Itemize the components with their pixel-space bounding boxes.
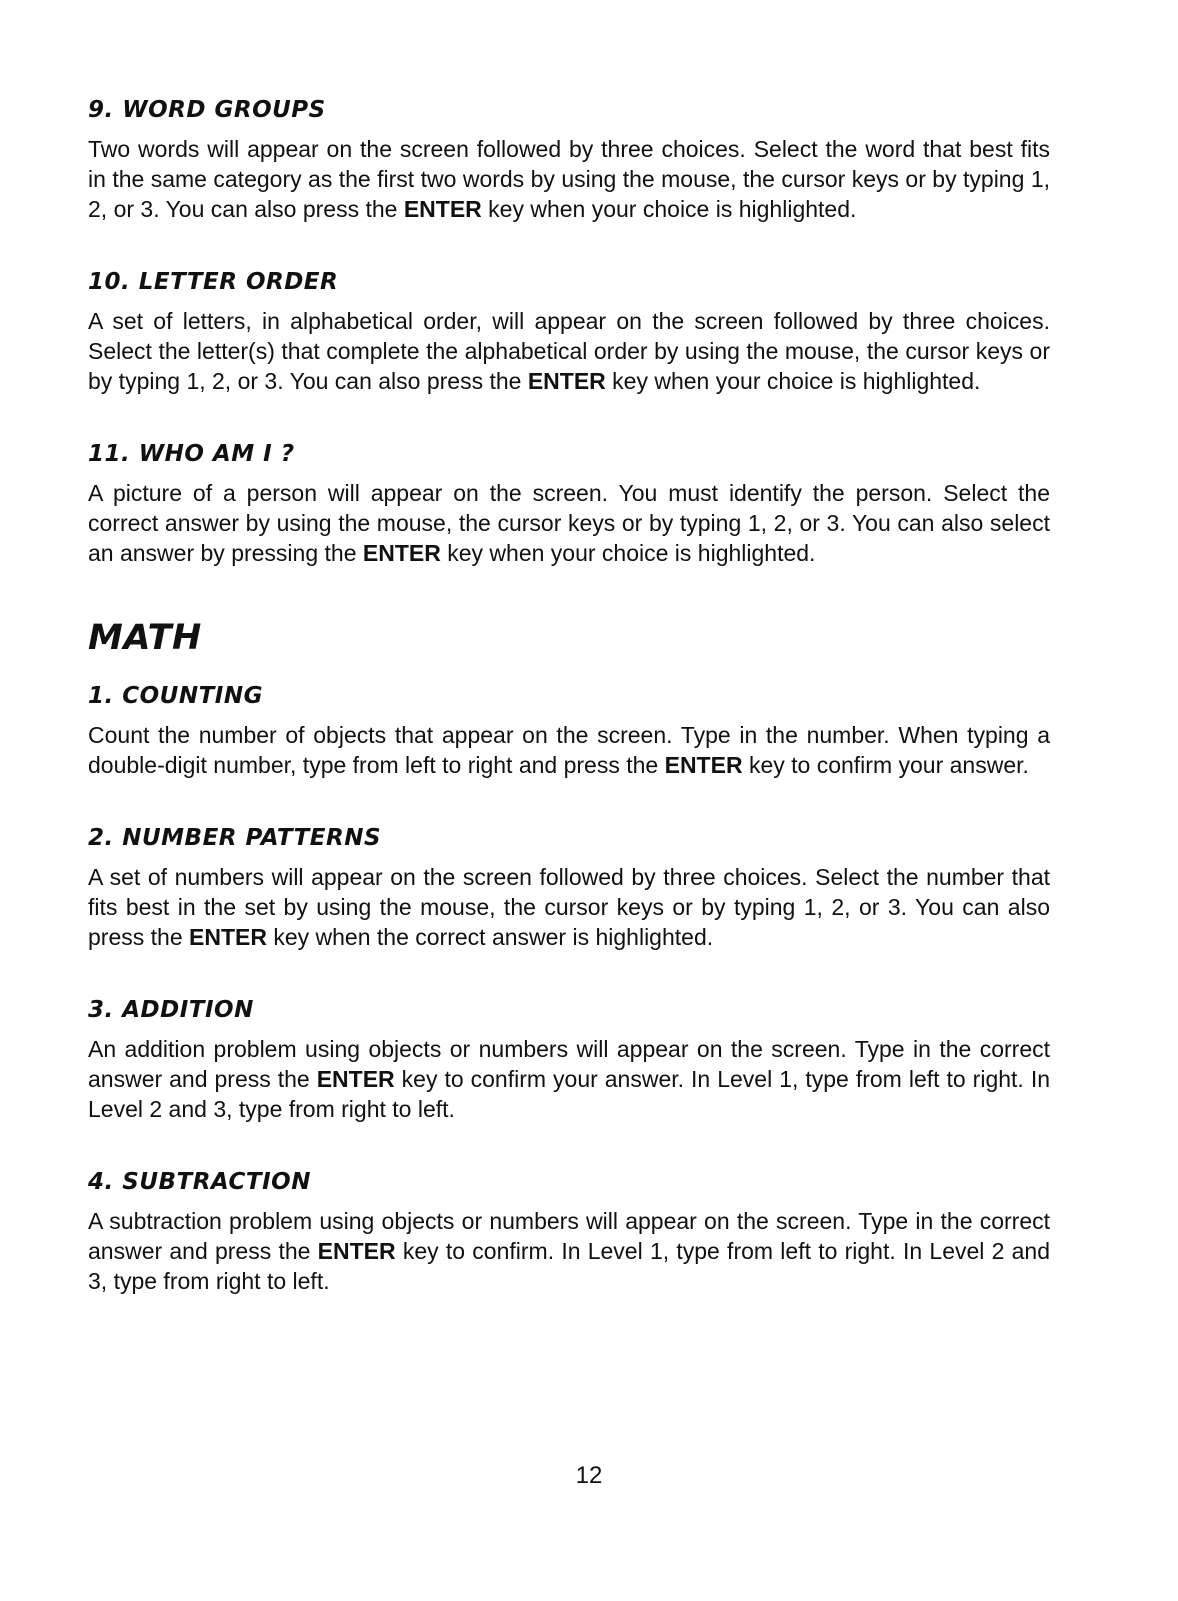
enter-key-label: ENTER bbox=[316, 1066, 395, 1092]
section-paragraph bbox=[88, 720, 1050, 780]
enter-key-label: ENTER bbox=[527, 368, 606, 394]
section-letter-order bbox=[88, 268, 1050, 396]
section-paragraph bbox=[88, 306, 1050, 396]
section-subtraction bbox=[88, 1168, 1050, 1296]
section-heading: 4. SUBTRACTION bbox=[88, 1169, 311, 1195]
paragraph-text: A set of letters, in alphabetical order, will appear on the screen followed by three choices. Select the letter(s) that complete the alphabetical order by using the mouse, the cursor keys or by typing 1, 2, or 3. You can also press the bbox=[88, 308, 1050, 394]
paragraph-text: A set of numbers will appear on the screen followed by three choices. Select the number that fits best in the set by using the mouse, the cursor keys or by typing 1, 2, or 3. You can also press the bbox=[88, 864, 1050, 950]
paragraph-text: key when your choice is highlighted. bbox=[440, 540, 816, 566]
section-heading: 3. ADDITION bbox=[88, 997, 254, 1023]
paragraph-text: key to confirm. In Level 1, type from left to right. In Level 2 and 3, type from right to left. bbox=[88, 1238, 1051, 1294]
section-who-am-i bbox=[88, 440, 1050, 568]
section-heading: 11. WHO AM I ? bbox=[88, 441, 295, 467]
paragraph-text: A subtraction problem using objects or numbers will appear on the screen. Type in the correct answer and press the bbox=[88, 1208, 1050, 1264]
section-word-groups bbox=[88, 96, 1050, 224]
paragraph-text: key to confirm your answer. bbox=[742, 752, 1029, 778]
manual-page bbox=[88, 96, 1050, 1296]
section-heading: 2. NUMBER PATTERNS bbox=[88, 825, 382, 851]
paragraph-text: key to confirm your answer. In Level 1, type from left to right. In Level 2 and 3, type from right to left. bbox=[88, 1066, 1050, 1122]
section-heading: 10. LETTER ORDER bbox=[88, 269, 339, 295]
section-counting bbox=[88, 682, 1050, 780]
enter-key-label: ENTER bbox=[317, 1238, 396, 1264]
section-paragraph bbox=[88, 1206, 1050, 1296]
section-paragraph bbox=[88, 1034, 1050, 1124]
enter-key-label: ENTER bbox=[403, 196, 482, 222]
paragraph-text: An addition problem using objects or numbers will appear on the screen. Type in the correct answer and press the bbox=[88, 1036, 1050, 1092]
section-paragraph bbox=[88, 134, 1050, 224]
section-paragraph bbox=[88, 862, 1050, 952]
enter-key-label: ENTER bbox=[362, 540, 441, 566]
paragraph-text: key when the correct answer is highlighted. bbox=[266, 924, 714, 950]
enter-key-label: ENTER bbox=[664, 752, 743, 778]
enter-key-label: ENTER bbox=[189, 924, 267, 950]
math-heading: MATH bbox=[88, 618, 202, 658]
section-heading: 9. WORD GROUPS bbox=[88, 97, 326, 123]
paragraph-text: Count the number of objects that appear on the screen. Type in the number. When typing a double-digit number, type from left to right and press the bbox=[88, 722, 1050, 778]
section-paragraph bbox=[88, 478, 1050, 568]
section-addition bbox=[88, 996, 1050, 1124]
paragraph-text: key when your choice is highlighted. bbox=[481, 196, 857, 222]
paragraph-text: A picture of a person will appear on the screen. You must identify the person. Select the correct answer by using the mouse, the cursor keys or by typing 1, 2, or 3. You can also select an answer by pressing the bbox=[88, 480, 1050, 566]
paragraph-text: key when your choice is highlighted. bbox=[605, 368, 981, 394]
paragraph-text: Two words will appear on the screen followed by three choices. Select the word that best fits in the same category as the first two words by using the mouse, the cursor keys or by typing 1, 2, or 3. You can also press the bbox=[88, 136, 1050, 222]
page-number: 12 bbox=[575, 1462, 603, 1489]
section-heading: 1. COUNTING bbox=[88, 683, 263, 709]
section-number-patterns bbox=[88, 824, 1050, 952]
